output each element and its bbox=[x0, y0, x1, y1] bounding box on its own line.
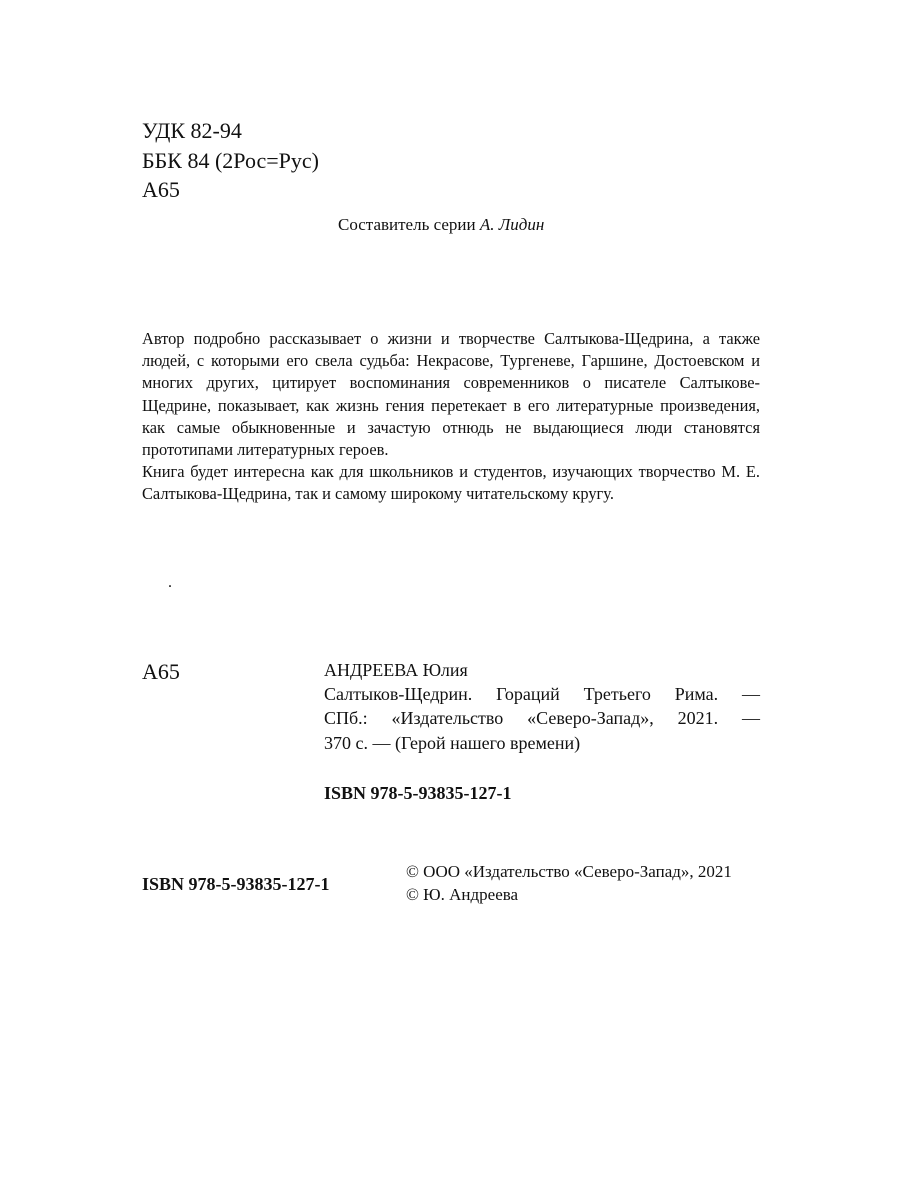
title-word: Салтыков-Щедрин. bbox=[324, 684, 473, 705]
publisher-word: «Издательство bbox=[391, 708, 504, 729]
record-publisher-line bbox=[324, 706, 760, 730]
annotation-paragraph-2: Книга будет интересна как для школьников и студентов, изучающих творчество М. Е. Салтыкова-Щедрина, так и самому широкому читательскому кругу. bbox=[142, 462, 760, 504]
stray-dot: . bbox=[168, 574, 172, 591]
record-author: АНДРЕЕВА Юлия bbox=[324, 660, 468, 680]
title-word: Рима. bbox=[674, 684, 719, 705]
publisher-word: СПб.: bbox=[324, 708, 368, 729]
annotation-paragraph-1: Автор подробно рассказывает о жизни и творчестве Салтыкова-Щедрина, а также людей, с которыми его свела судьба: Некрасове, Тургеневе, Гаршине, Достоевском и многих других, цитирует воспоминания современников о писателе Салтыкове-Щедрине, показывает, как жизнь гения перетекает в его литературные произведения, как самые обыкновенные и зачастую отнюдь не выдающиеся люди становятся прототипами литературных героев. bbox=[142, 329, 760, 460]
series-editor-line bbox=[338, 214, 544, 236]
series-editor-name: А. Лидин bbox=[479, 215, 545, 234]
footer-isbn: ISBN 978-5-93835-127-1 bbox=[142, 874, 330, 894]
publisher-word: — bbox=[741, 708, 760, 729]
copyright-block bbox=[406, 860, 732, 906]
annotation bbox=[142, 328, 760, 506]
publisher-word: «Северо-Запад», bbox=[527, 708, 654, 729]
bibliographic-record bbox=[324, 658, 760, 755]
copyright-publisher: © ООО «Издательство «Северо-Запад», 2021 bbox=[406, 862, 732, 881]
udk-code: УДК 82-94 bbox=[142, 118, 242, 143]
record-isbn: ISBN 978-5-93835-127-1 bbox=[324, 783, 512, 803]
record-title-line bbox=[324, 682, 760, 706]
copyright-author: © Ю. Андреева bbox=[406, 885, 519, 904]
record-extent-line: 370 с. — (Герой нашего времени) bbox=[324, 732, 581, 753]
bbk-code: ББК 84 (2Рос=Рус) bbox=[142, 148, 319, 173]
author-mark-top: А65 bbox=[142, 177, 180, 202]
author-mark-bottom: А65 bbox=[142, 659, 180, 684]
title-word: — bbox=[741, 684, 760, 705]
title-word: Гораций bbox=[496, 684, 560, 705]
publisher-word: 2021. bbox=[677, 708, 719, 729]
title-word: Третьего bbox=[583, 684, 651, 705]
series-editor-label: Составитель серии bbox=[338, 215, 476, 234]
